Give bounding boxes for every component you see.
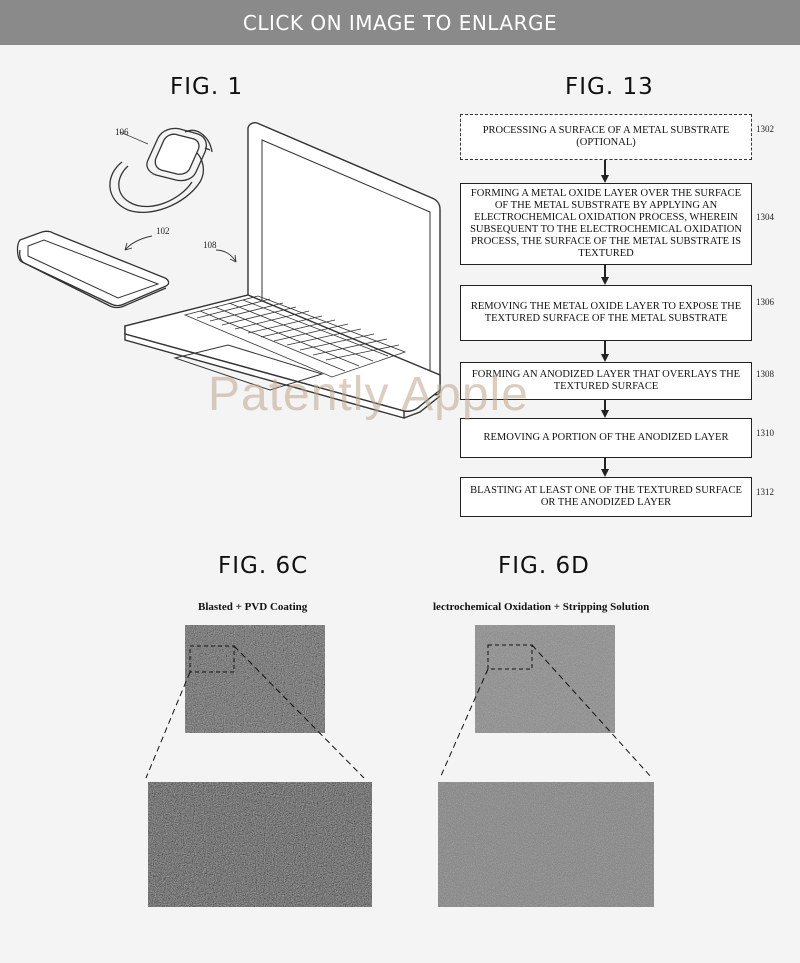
fig6c-label: FIG. 6C [218,553,309,579]
step-1308-ref: 1308 [756,369,774,379]
step-1304-box [460,183,752,265]
watch-ref-label: 106 [115,127,129,137]
step-1302-text: PROCESSING A SURFACE OF A METAL SUBSTRATE (OPTIONAL) [482,125,730,148]
phone-ref-label: 102 [156,226,170,236]
step-1306-ref: 1306 [756,297,774,307]
step-1302-ref: 1302 [756,124,774,134]
step-1304-text: FORMING A METAL OXIDE LAYER OVER THE SURFACE OF THE METAL SUBSTRATE BY APPLYING AN ELECTROCHEMICAL OXIDATION PROCESS, WHEREIN SUBSEQUENT TO THE ELECTROCHEMICAL OXIDATION PROCESS, THE SURFACE OF THE METAL SUBSTRATE IS TEXTURED [470,188,742,259]
laptop-ref-label: 108 [203,240,217,250]
step-1308-text: FORMING AN ANODIZED LAYER THAT OVERLAYS THE TEXTURED SURFACE [471,369,741,392]
fig1-label: FIG. 1 [170,74,244,100]
step-1306-text: REMOVING THE METAL OXIDE LAYER TO EXPOSE THE TEXTURED SURFACE OF THE METAL SUBSTRATE [470,301,742,324]
watch-drawing [110,128,212,212]
step-1312-box [460,477,752,517]
step-1306-box [460,285,752,341]
patently-apple-watermark: Patently Apple [208,368,529,421]
fig13-label: FIG. 13 [565,74,654,100]
step-1310-text: REMOVING A PORTION OF THE ANODIZED LAYER [483,432,729,443]
fig6d-label: FIG. 6D [498,553,590,579]
fig6d-title: lectrochemical Oxidation + Stripping Solution [433,601,650,613]
step-1312-text: BLASTING AT LEAST ONE OF THE TEXTURED SURFACE OR THE ANODIZED LAYER [470,485,742,508]
step-1304-ref: 1304 [756,212,774,222]
step-1310-box [460,418,752,458]
fig1-device-illustration [0,100,460,500]
step-1310-ref: 1310 [756,428,774,438]
step-1302-box [460,114,752,160]
fig6d-micrograph [430,620,670,910]
enlarge-banner[interactable] [0,0,800,45]
enlarge-banner-text: CLICK ON IMAGE TO ENLARGE [242,10,558,35]
fig6c-title: Blasted + PVD Coating [198,601,308,613]
step-1312-ref: 1312 [756,487,774,497]
phone-drawing [18,231,169,307]
step-1308-box [460,362,752,400]
fig6c-micrograph [140,620,380,910]
